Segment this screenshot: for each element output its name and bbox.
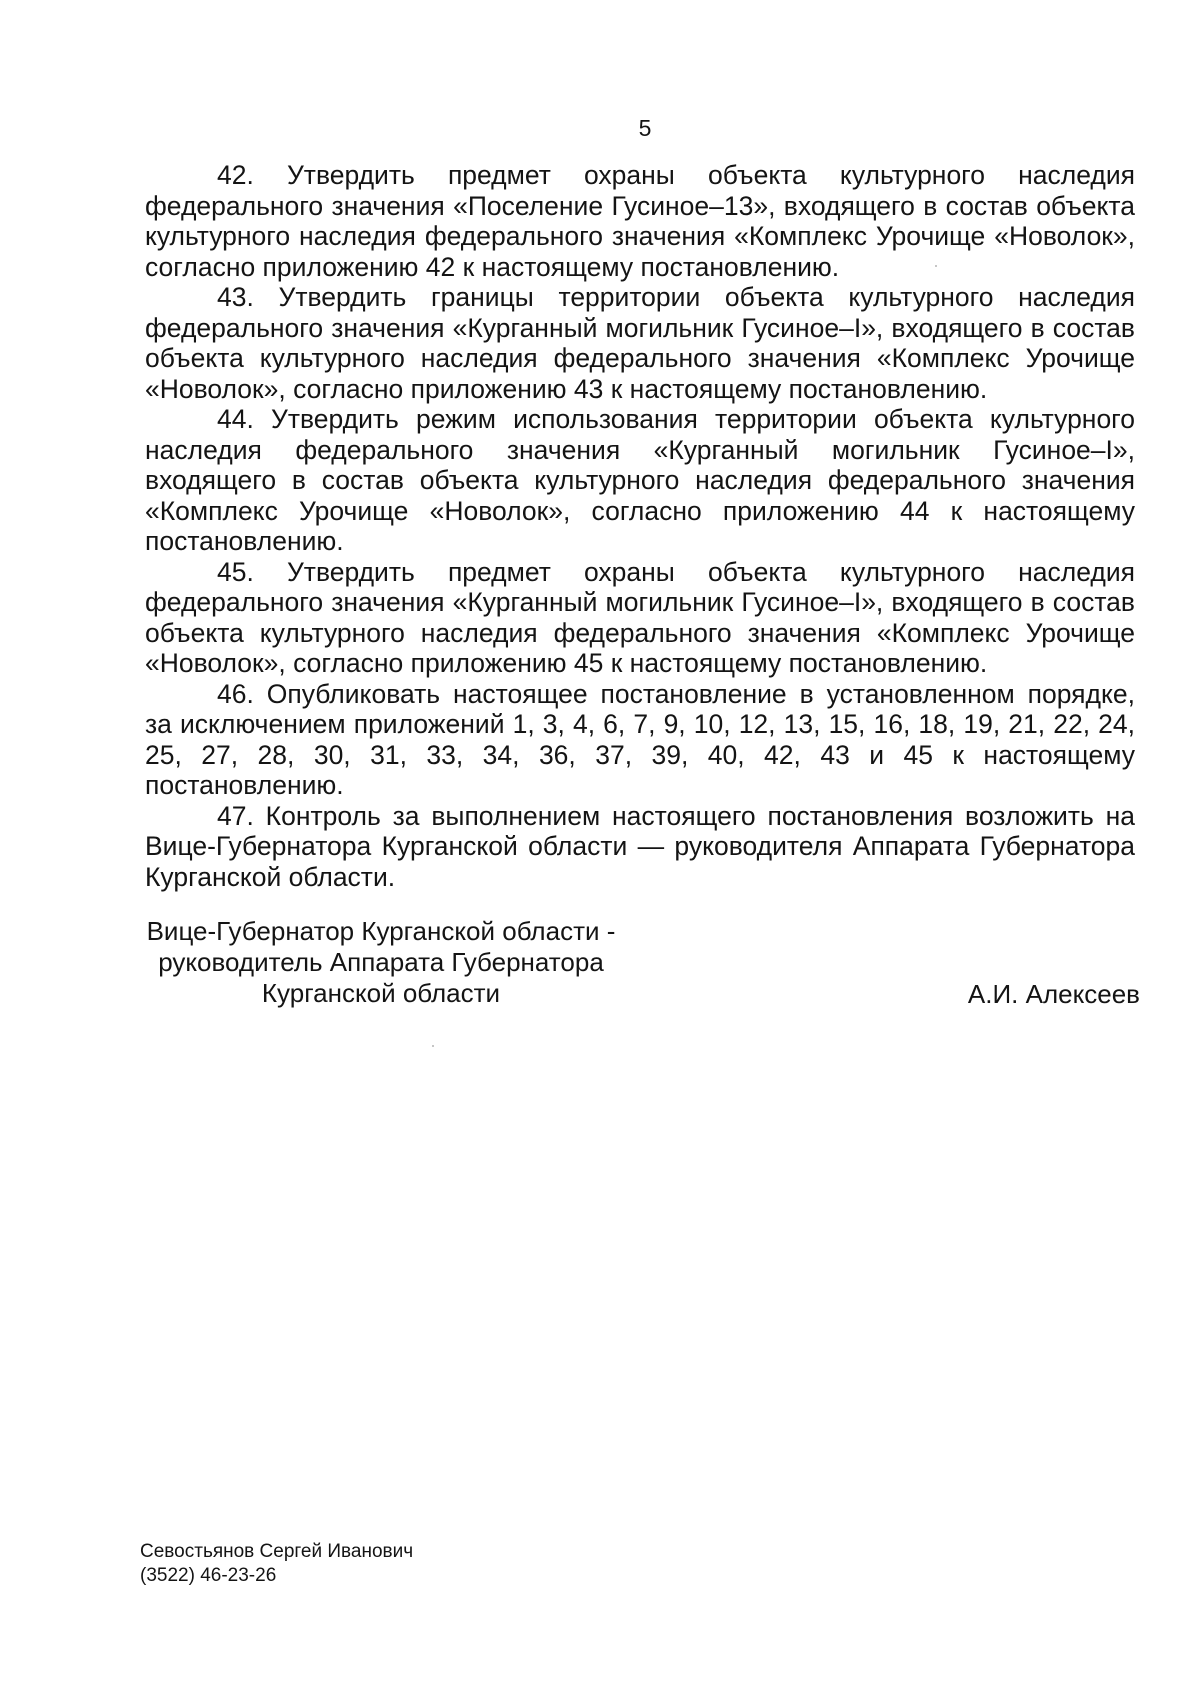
scan-speck	[935, 265, 937, 267]
paragraph-42: 42. Утвердить предмет охраны объекта культурного наследия федерального значения «Поселение Гусиное–13», входящего в состав объекта культурного наследия федерального значения «Комплекс Урочище «Новолок», согласно приложению 42 к настоящему постановлению.	[145, 160, 1135, 282]
signatory-title-line: руководитель Аппарата Губернатора	[158, 947, 604, 977]
signatory-name: А.И. Алексеев	[967, 979, 1140, 1009]
paragraph-47: 47. Контроль за выполнением настоящего постановления возложить на Вице-Губернатора Курганской области — руководителя Аппарата Губернатора Курганской области.	[145, 800, 1135, 892]
executor-name: Севостьянов Сергей Иванович	[140, 1541, 414, 1562]
paragraph-43: 43. Утвердить границы территории объекта культурного наследия федерального значения «Курганный могильник Гусиное–I», входящего в состав объекта культурного наследия федерального значения «Комплекс Урочище «Новолок», согласно приложению 43 к настоящему постановлению.	[145, 282, 1135, 404]
paragraph-46: 46. Опубликовать настоящее постановление в установленном порядке, за исключением приложений 1, 3, 4, 6, 7, 9, 10, 12, 13, 15, 16, 18, 19, 21, 22, 24, 25, 27, 28, 30, 31, 33, 34, 36, 37, 39, 40, 42, 43 и 45 к настоящему постановлению.	[145, 678, 1135, 800]
signatory-title	[145, 916, 617, 1009]
scan-speck	[432, 1045, 434, 1047]
executor-contact	[140, 1540, 413, 1588]
executor-phone: (3522) 46-23-26	[140, 1565, 277, 1586]
signatory-title-line: Курганской области	[261, 978, 501, 1008]
signatory-title-line: Вице-Губернатор Курганской области -	[146, 916, 616, 946]
resolution-body	[145, 160, 1135, 892]
paragraph-44: 44. Утвердить режим использования территории объекта культурного наследия федерального значения «Курганный могильник Гусиное–I», входящего в состав объекта культурного наследия федерального значения «Комплекс Урочище «Новолок», согласно приложению 44 к настоящему постановлению.	[145, 404, 1135, 556]
page-number: 5	[638, 115, 652, 141]
paragraph-45: 45. Утвердить предмет охраны объекта культурного наследия федерального значения «Курганный могильник Гусиное–I», входящего в состав объекта культурного наследия федерального значения «Комплекс Урочище «Новолок», согласно приложению 45 к настоящему постановлению.	[145, 556, 1135, 678]
